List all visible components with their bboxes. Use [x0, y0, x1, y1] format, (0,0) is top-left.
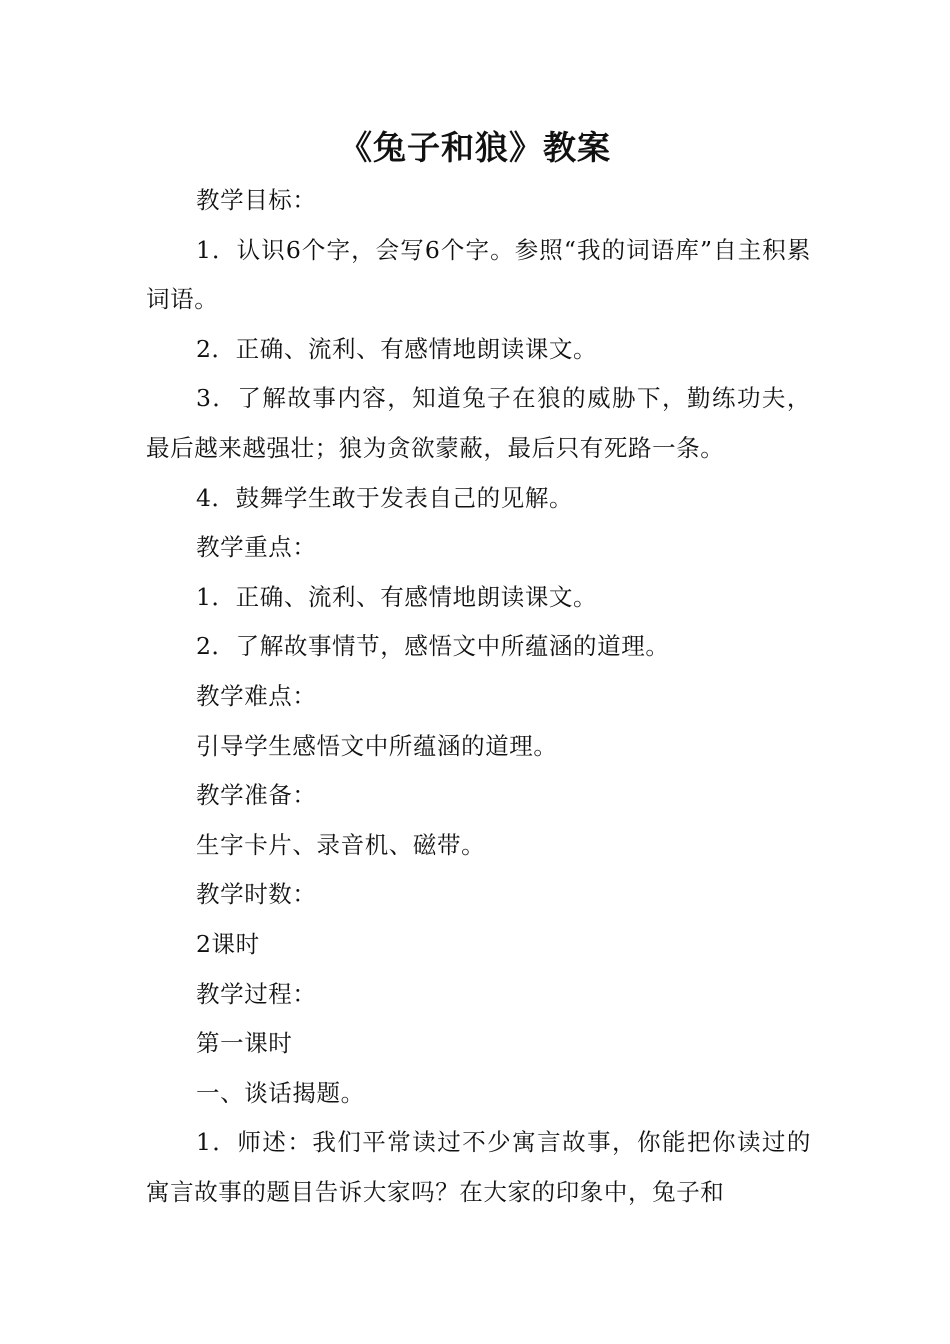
first-lesson-label: 第一课时 — [196, 1029, 293, 1058]
key-point-item-1: 1．正确、流利、有感情地朗读课文。 — [196, 582, 598, 611]
section-one-item-1: 1．师述：我们平常读过不少寓言故事，你能把你读过的寓言故事的题目告诉大家吗？在大家的印象中，兔子和 — [146, 1128, 811, 1206]
goal-item-2: 2．正确、流利、有感情地朗读课文。 — [196, 334, 598, 363]
heading-process: 教学过程： — [196, 979, 317, 1008]
document-title: 《兔子和狼》教案 — [339, 128, 611, 167]
heading-key-points: 教学重点： — [196, 533, 317, 562]
difficulty-text: 引导学生感悟文中所蕴涵的道理。 — [196, 731, 558, 760]
document-body — [146, 176, 811, 1217]
key-point-item-2: 2．了解故事情节，感悟文中所蕴涵的道理。 — [196, 632, 670, 661]
heading-preparation: 教学准备： — [196, 781, 317, 810]
goal-item-1: 1．认识6个字，会写6个字。参照“我的词语库”自主积累词语。 — [146, 235, 811, 314]
goal-item-3: 3．了解故事内容，知道兔子在狼的威胁下，勤练功夫，最后越来越强壮；狼为贪欲蒙蔽，最后只有死路一条。 — [146, 384, 811, 462]
heading-teaching-goals: 教学目标： — [196, 186, 317, 214]
class-hours-text: 2课时 — [196, 929, 260, 958]
goal-item-4: 4．鼓舞学生敢于发表自己的见解。 — [196, 483, 574, 512]
section-one-heading: 一、谈话揭题。 — [196, 1078, 365, 1107]
heading-class-hours: 教学时数： — [196, 880, 317, 909]
heading-difficulties: 教学难点： — [196, 681, 317, 710]
preparation-text: 生字卡片、录音机、磁带。 — [196, 830, 486, 859]
